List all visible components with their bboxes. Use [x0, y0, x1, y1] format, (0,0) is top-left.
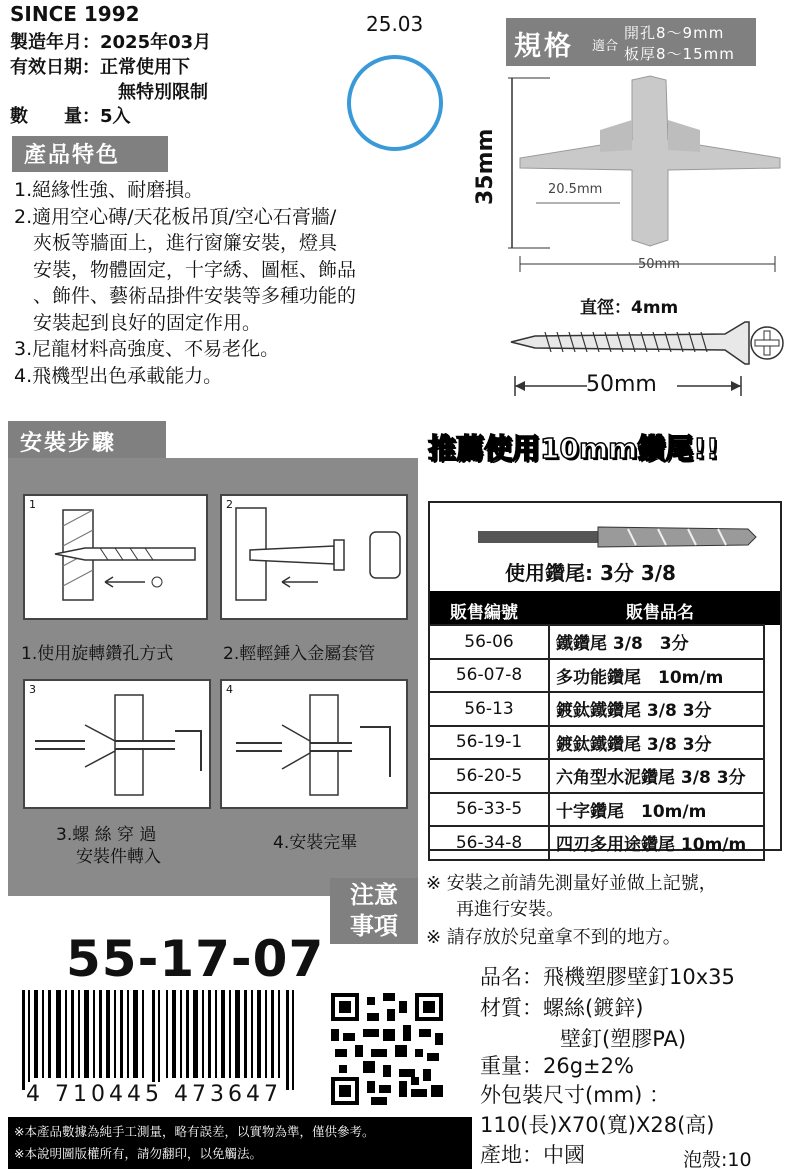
- spec-board: 板厚8～15mm: [624, 45, 735, 63]
- spec-hole: 開孔8～9mm: [624, 24, 725, 42]
- table-row: [429, 826, 764, 860]
- disclaimer-line-2: ※本說明圖版權所有，請勿翻印，以免觸法。: [14, 1146, 262, 1161]
- table-row: [429, 726, 764, 760]
- product-origin: 產地：中國: [480, 1143, 585, 1167]
- since-text: SINCE 1992: [10, 2, 140, 26]
- drill-use-text: 使用鑽尾: 3分 3/8: [505, 561, 676, 585]
- notice-line-3: ※ 請存放於兒童拿不到的地方。: [426, 927, 681, 948]
- feature-line: 安裝起到良好的固定作用。: [14, 311, 262, 334]
- drill-table: [428, 624, 765, 861]
- spec-fit: 適合: [592, 39, 619, 54]
- drill-table-frame: [428, 501, 782, 856]
- features-title: 產品特色: [12, 136, 168, 172]
- row-code: 56-19-1: [429, 726, 549, 760]
- drill-recommend-banner: 推薦使用10mm鑽尾!!: [428, 432, 719, 465]
- step-num: 4: [226, 683, 233, 696]
- foam-count: 泡殼:10: [683, 1149, 752, 1171]
- notice-title-2: 事項: [350, 912, 398, 940]
- product-code: 55-17-07: [66, 930, 325, 988]
- barcode-number: 4 710445 473647: [26, 1082, 282, 1107]
- table-row: [429, 759, 764, 793]
- blank-circle: [347, 55, 443, 151]
- expiry-label: 有效日期：正常使用下: [10, 57, 190, 78]
- row-code: 56-20-5: [429, 759, 549, 793]
- product-name: 品名：飛機塑膠壁釘10x35: [480, 965, 735, 989]
- mfg-date: 製造年月：2025年03月: [10, 32, 212, 53]
- quantity: 數 量：5入: [10, 106, 131, 127]
- row-name: 十字鑽尾 10m/m: [549, 793, 764, 827]
- row-name: 鍍鈦鐵鑽尾 3/8 3分: [549, 692, 764, 726]
- pack-size-label: 外包裝尺寸(mm) ：: [480, 1083, 670, 1107]
- screw-diameter: 直徑：4mm: [580, 298, 679, 318]
- step-num: 3: [29, 683, 36, 696]
- step-3-screw-icon: [25, 681, 209, 807]
- table-row: [429, 659, 764, 693]
- step-1-caption: 1.使用旋轉鑽孔方式: [21, 644, 174, 664]
- feature-line: 3.尼龍材料高強度、不易老化。: [14, 338, 280, 360]
- notice-title-1: 注意: [350, 881, 398, 909]
- step-1-box: [23, 494, 208, 620]
- product-material-2: 壁釘(塑膠PA): [560, 1027, 687, 1051]
- drill-table-header: [430, 591, 780, 625]
- spec-inner: 20.5mm: [548, 182, 603, 197]
- product-material: 材質：螺絲(鍍鋅): [480, 996, 644, 1020]
- row-code: 56-34-8: [429, 826, 549, 860]
- spec-width: 50mm: [638, 257, 680, 272]
- step-3-caption: 3.螺 絲 穿 過: [56, 825, 157, 845]
- spec-height: 35mm: [473, 128, 498, 205]
- row-name: 鍍鈦鐵鑽尾 3/8 3分: [549, 726, 764, 760]
- table-row: [429, 692, 764, 726]
- feature-line: 、飾件、藝術品掛件安裝等多種功能的: [14, 285, 357, 307]
- steps-title: 安裝步驟: [8, 421, 166, 459]
- row-code: 56-07-8: [429, 659, 549, 693]
- row-name: 四刃多用途鑽尾 10m/m: [549, 826, 764, 860]
- version-code: 25.03: [366, 12, 424, 36]
- disclaimer-box: [8, 1117, 472, 1169]
- feature-line: 夾板等牆面上，進行窗簾安裝，燈具: [14, 232, 338, 254]
- row-name: 多功能鑽尾 10m/m: [549, 659, 764, 693]
- row-code: 56-33-5: [429, 793, 549, 827]
- feature-line: 1.絕緣性強、耐磨損。: [14, 179, 204, 201]
- step-num: 2: [226, 498, 233, 511]
- spec-title: 規格: [514, 31, 574, 62]
- spec-header: [506, 18, 756, 66]
- pack-size: 110(長)X70(寬)X28(高): [480, 1113, 715, 1137]
- steps-panel: [8, 458, 418, 896]
- qr-code[interactable]: [331, 993, 443, 1105]
- row-code: 56-13: [429, 692, 549, 726]
- disclaimer-line-1: ※本產品數據為純手工測量，略有誤差，以實物為準，僅供參考。: [14, 1124, 375, 1139]
- row-name: 鐵鑽尾 3/8 3分: [549, 625, 764, 659]
- step-num: 1: [29, 498, 36, 511]
- step-2-box: [220, 494, 408, 620]
- notice-tag: [330, 878, 418, 944]
- expiry-cont: 無特別限制: [118, 82, 208, 103]
- feature-line: 2.適用空心磚/天花板吊頂/空心石膏牆/: [14, 205, 337, 228]
- row-name: 六角型水泥鑽尾 3/8 3分: [549, 759, 764, 793]
- features-list: [14, 177, 356, 389]
- step-1-drill-icon: [25, 496, 206, 618]
- step-2-hammer-icon: [222, 496, 406, 618]
- step-4-done-icon: [222, 681, 406, 807]
- step-4-caption: 4.安裝完畢: [273, 833, 358, 853]
- feature-line: 4.飛機型出色承載能力。: [14, 364, 223, 387]
- col-code-header: 販售編號: [450, 603, 518, 623]
- table-row: [429, 625, 764, 659]
- screw-length: 50mm: [586, 372, 657, 397]
- anchor-illustration: [490, 70, 802, 285]
- col-name-header: 販售品名: [626, 603, 694, 623]
- step-2-caption: 2.輕輕錘入金屬套管: [223, 644, 376, 664]
- notice-line-2: 再進行安裝。: [456, 899, 564, 920]
- step-4-box: [220, 679, 408, 809]
- table-row: [429, 793, 764, 827]
- drill-bit-icon: [478, 517, 758, 557]
- barcode: [18, 990, 300, 1090]
- step-3-caption-2: 安裝件轉入: [76, 847, 161, 867]
- feature-line: 安裝，物體固定，十字綉、圖框、飾品: [14, 258, 357, 281]
- step-3-box: [23, 679, 211, 809]
- row-code: 56-06: [429, 625, 549, 659]
- product-weight: 重量：26g±2%: [480, 1054, 634, 1078]
- notice-line-1: ※ 安裝之前請先測量好並做上記號，: [426, 873, 717, 894]
